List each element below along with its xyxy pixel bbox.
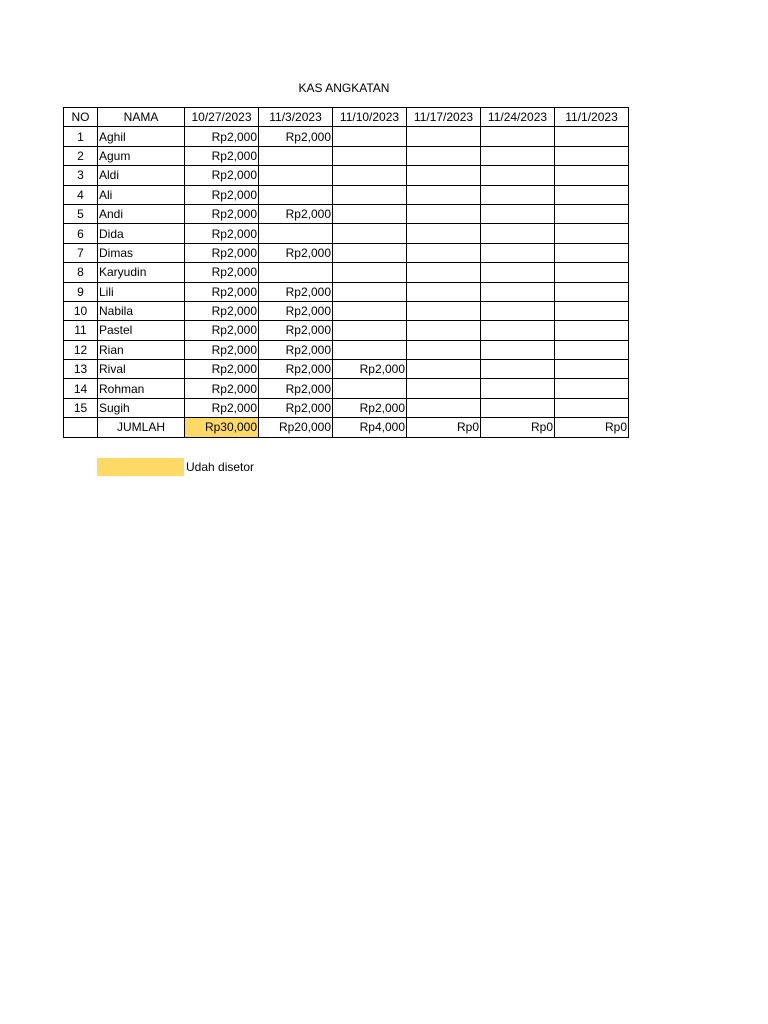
row-amount-cell: Rp2,000: [185, 360, 259, 379]
table-row: [64, 340, 629, 359]
row-amount-cell: [407, 301, 481, 320]
row-amount-cell: [555, 224, 629, 243]
total-amount-cell: Rp0: [555, 418, 629, 437]
row-amount-cell: [555, 166, 629, 185]
row-number-cell: 8: [64, 263, 98, 282]
row-amount-cell: [407, 263, 481, 282]
row-amount-cell: [407, 340, 481, 359]
table-row: [64, 204, 629, 223]
table-row: [64, 321, 629, 340]
row-amount-cell: [555, 146, 629, 165]
row-amount-cell: [407, 282, 481, 301]
row-amount-cell: Rp2,000: [259, 379, 333, 398]
row-amount-cell: [555, 340, 629, 359]
row-name-cell: Agum: [98, 146, 185, 165]
table-row: [64, 282, 629, 301]
row-amount-cell: Rp2,000: [185, 321, 259, 340]
row-amount-cell: Rp2,000: [259, 398, 333, 417]
row-amount-cell: [407, 185, 481, 204]
row-amount-cell: [555, 204, 629, 223]
row-amount-cell: Rp2,000: [185, 379, 259, 398]
row-amount-cell: [407, 127, 481, 146]
total-row: [64, 418, 629, 437]
row-amount-cell: Rp2,000: [259, 243, 333, 262]
row-amount-cell: Rp2,000: [333, 398, 407, 417]
row-amount-cell: [555, 263, 629, 282]
table-row: [64, 379, 629, 398]
header-cell-date: 11/17/2023: [407, 108, 481, 127]
row-number-cell: 1: [64, 127, 98, 146]
row-amount-cell: Rp2,000: [185, 301, 259, 320]
row-amount-cell: [333, 263, 407, 282]
row-amount-cell: [481, 146, 555, 165]
table-row: [64, 360, 629, 379]
total-no-cell: [64, 418, 98, 437]
row-amount-cell: Rp2,000: [185, 340, 259, 359]
row-name-cell: Dimas: [98, 243, 185, 262]
row-number-cell: 4: [64, 185, 98, 204]
header-row: [64, 108, 629, 127]
row-amount-cell: [555, 127, 629, 146]
table-row: [64, 263, 629, 282]
row-number-cell: 15: [64, 398, 98, 417]
row-number-cell: 12: [64, 340, 98, 359]
row-number-cell: 14: [64, 379, 98, 398]
row-name-cell: Rival: [98, 360, 185, 379]
row-amount-cell: [481, 301, 555, 320]
row-amount-cell: [333, 379, 407, 398]
row-amount-cell: Rp2,000: [259, 360, 333, 379]
row-amount-cell: [333, 166, 407, 185]
row-amount-cell: Rp2,000: [185, 243, 259, 262]
row-number-cell: 10: [64, 301, 98, 320]
table-row: [64, 398, 629, 417]
table-row: [64, 185, 629, 204]
table-row: [64, 243, 629, 262]
row-amount-cell: [481, 398, 555, 417]
row-amount-cell: [333, 301, 407, 320]
row-amount-cell: [555, 185, 629, 204]
total-amount-cell: Rp4,000: [333, 418, 407, 437]
row-amount-cell: [407, 224, 481, 243]
row-amount-cell: [407, 321, 481, 340]
row-amount-cell: [407, 379, 481, 398]
row-amount-cell: [333, 204, 407, 223]
row-amount-cell: Rp2,000: [259, 204, 333, 223]
total-amount-cell: Rp20,000: [259, 418, 333, 437]
row-number-cell: 3: [64, 166, 98, 185]
row-number-cell: 11: [64, 321, 98, 340]
table-row: [64, 166, 629, 185]
row-amount-cell: Rp2,000: [185, 127, 259, 146]
row-amount-cell: [259, 185, 333, 204]
row-amount-cell: [407, 166, 481, 185]
row-name-cell: Aldi: [98, 166, 185, 185]
header-cell-date: 11/10/2023: [333, 108, 407, 127]
row-amount-cell: Rp2,000: [259, 282, 333, 301]
row-amount-cell: [407, 398, 481, 417]
row-number-cell: 5: [64, 204, 98, 223]
total-amount-cell: Rp30,000: [185, 418, 259, 437]
row-amount-cell: [481, 243, 555, 262]
row-amount-cell: [555, 282, 629, 301]
row-amount-cell: [555, 379, 629, 398]
row-name-cell: Karyudin: [98, 263, 185, 282]
row-amount-cell: [259, 224, 333, 243]
row-name-cell: Andi: [98, 204, 185, 223]
row-amount-cell: [481, 224, 555, 243]
row-amount-cell: [407, 243, 481, 262]
row-amount-cell: Rp2,000: [185, 166, 259, 185]
row-amount-cell: [333, 321, 407, 340]
row-amount-cell: [259, 146, 333, 165]
header-cell-name: NAMA: [98, 108, 185, 127]
row-amount-cell: [333, 185, 407, 204]
table-row: [64, 224, 629, 243]
row-amount-cell: Rp2,000: [259, 301, 333, 320]
row-name-cell: Rohman: [98, 379, 185, 398]
row-amount-cell: [407, 146, 481, 165]
table-row: [64, 301, 629, 320]
row-amount-cell: [481, 204, 555, 223]
row-name-cell: Ali: [98, 185, 185, 204]
row-amount-cell: Rp2,000: [185, 224, 259, 243]
row-number-cell: 2: [64, 146, 98, 165]
total-amount-cell: Rp0: [407, 418, 481, 437]
page-title: KAS ANGKATAN: [298, 81, 390, 95]
table-row: [64, 146, 629, 165]
row-amount-cell: Rp2,000: [185, 185, 259, 204]
total-amount-cell: Rp0: [481, 418, 555, 437]
row-amount-cell: [333, 146, 407, 165]
row-number-cell: 7: [64, 243, 98, 262]
row-amount-cell: [481, 379, 555, 398]
row-amount-cell: [481, 360, 555, 379]
row-amount-cell: [481, 166, 555, 185]
legend-swatch: [97, 458, 184, 476]
row-amount-cell: Rp2,000: [259, 340, 333, 359]
row-amount-cell: [259, 263, 333, 282]
row-amount-cell: [555, 301, 629, 320]
legend-label: Udah disetor: [186, 460, 255, 474]
row-amount-cell: [333, 243, 407, 262]
row-number-cell: 9: [64, 282, 98, 301]
row-amount-cell: Rp2,000: [185, 146, 259, 165]
row-amount-cell: [481, 321, 555, 340]
row-name-cell: Pastel: [98, 321, 185, 340]
row-name-cell: Lili: [98, 282, 185, 301]
row-amount-cell: [555, 398, 629, 417]
kas-table: [63, 107, 629, 438]
row-amount-cell: Rp2,000: [185, 282, 259, 301]
row-amount-cell: [481, 340, 555, 359]
row-amount-cell: Rp2,000: [185, 398, 259, 417]
header-cell-date: 10/27/2023: [185, 108, 259, 127]
row-amount-cell: [481, 185, 555, 204]
row-amount-cell: [407, 360, 481, 379]
row-amount-cell: Rp2,000: [333, 360, 407, 379]
row-amount-cell: [481, 127, 555, 146]
total-label: JUMLAH: [98, 418, 185, 437]
row-amount-cell: [333, 127, 407, 146]
row-amount-cell: [259, 166, 333, 185]
row-number-cell: 6: [64, 224, 98, 243]
row-number-cell: 13: [64, 360, 98, 379]
row-amount-cell: Rp2,000: [185, 204, 259, 223]
header-cell-no: NO: [64, 108, 98, 127]
row-amount-cell: [555, 360, 629, 379]
row-amount-cell: Rp2,000: [259, 127, 333, 146]
table-row: [64, 127, 629, 146]
row-name-cell: Nabila: [98, 301, 185, 320]
row-amount-cell: Rp2,000: [185, 263, 259, 282]
row-amount-cell: [555, 321, 629, 340]
row-amount-cell: [407, 204, 481, 223]
header-cell-date: 11/1/2023: [555, 108, 629, 127]
row-amount-cell: Rp2,000: [259, 321, 333, 340]
header-cell-date: 11/3/2023: [259, 108, 333, 127]
header-cell-date: 11/24/2023: [481, 108, 555, 127]
row-amount-cell: [555, 243, 629, 262]
row-name-cell: Sugih: [98, 398, 185, 417]
row-amount-cell: [481, 282, 555, 301]
row-amount-cell: [333, 224, 407, 243]
row-amount-cell: [333, 282, 407, 301]
row-amount-cell: [333, 340, 407, 359]
row-name-cell: Dida: [98, 224, 185, 243]
row-name-cell: Aghil: [98, 127, 185, 146]
row-amount-cell: [481, 263, 555, 282]
row-name-cell: Rian: [98, 340, 185, 359]
